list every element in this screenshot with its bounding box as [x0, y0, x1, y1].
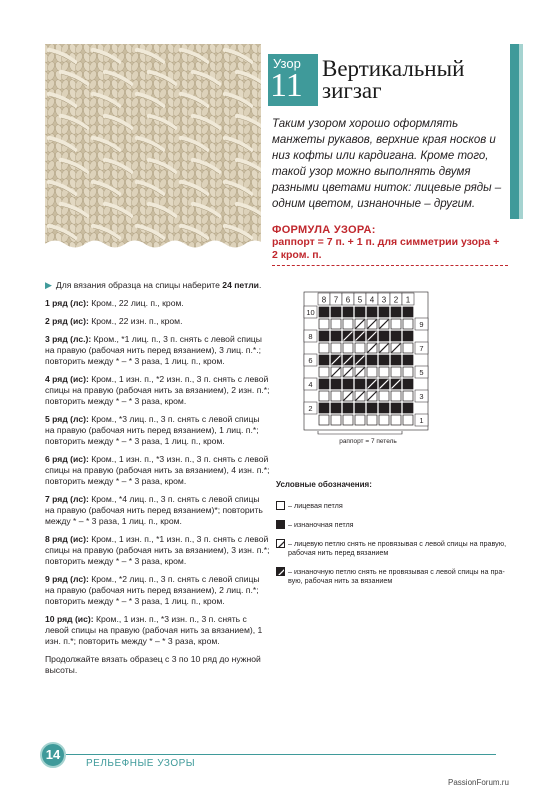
- row-number-left: 2: [308, 404, 313, 413]
- legend-item-slip-back: [276, 567, 512, 585]
- purl-stitch-symbol-icon: [276, 520, 285, 529]
- chart-cell: [319, 331, 329, 341]
- chart-cell: [391, 391, 401, 401]
- chart-cell: [319, 367, 329, 377]
- legend-text: – лицевую петлю снять не провязывая с левой спицы на правую, рабочая нить перед вязанием: [288, 539, 507, 557]
- chart-cell: [379, 331, 389, 341]
- chart-cell: [343, 319, 353, 329]
- rapport-bracket: [318, 431, 402, 434]
- row-number-left: 10: [306, 308, 315, 317]
- pattern-formula: [272, 224, 508, 266]
- rapport-label: раппорт = 7 петель: [339, 438, 397, 445]
- knit-sample-photo: [45, 44, 261, 254]
- row-text: Кром., 1 изн. п., *3 изн. п., 3 п. снять с левой спицы на правую (рабочая нить за вязанием), 4 изн. п.*; повторить между * – * 3 раза, кром.: [45, 454, 270, 486]
- slip-purl-symbol-icon: [276, 567, 285, 576]
- chart-cell: [403, 355, 413, 365]
- row-text: Кром., 1 изн. п., *2 изн. п., 3 п. снять с левой спицы на правую (рабочая нить за вязанием), 2 изн. п.*; повторить между * – * 3 раза, кром.: [45, 374, 270, 406]
- chart-cell: [367, 367, 377, 377]
- row-text: Кром., *2 лиц. п., 3 п. снять с левой спицы на правую (рабочая нить перед вязанием), 2 лиц. п.*; повторить между * – * 3 раза, 1 лиц. п., кром.: [45, 574, 260, 606]
- lead-end: .: [258, 280, 262, 290]
- row-label: 5 ряд (лс):: [45, 414, 89, 424]
- title-line-1: Вертикальный: [322, 56, 465, 81]
- column-number: 3: [381, 295, 387, 305]
- instruction-row: [45, 494, 270, 527]
- column-number: 4: [369, 295, 375, 305]
- chart-cell: [403, 391, 413, 401]
- chart-cell: [379, 391, 389, 401]
- chart-cell: [331, 307, 341, 317]
- legend-text: – изнаночная петля: [288, 520, 354, 529]
- chart-cell: [343, 403, 353, 413]
- chart-cell: [319, 343, 329, 353]
- intro-paragraph: Таким узором хорошо оформлять манжеты рукавов, верхние края носков и низ кофты или кардигана. Кроме того, такой узор можно выполнять двумя разными цветами ниток: лицевые ряды – одним цветом, изнаночные – другим.: [272, 118, 502, 210]
- rows-list: [45, 298, 270, 647]
- instruction-row: [45, 334, 270, 367]
- chart-cell: [379, 355, 389, 365]
- chart-cell: [331, 343, 341, 353]
- lead-stitch-count: 24 петли: [222, 280, 259, 290]
- legend-item-purl: [276, 520, 512, 529]
- chart-cell: [355, 403, 365, 413]
- row-number-left: 4: [308, 380, 313, 389]
- chart-cell: [391, 307, 401, 317]
- column-number: 1: [405, 295, 411, 305]
- pattern-word: Узор: [273, 56, 301, 71]
- row-label: 8 ряд (ис):: [45, 534, 89, 544]
- chart-cell: [319, 403, 329, 413]
- chart-cell: [391, 367, 401, 377]
- row-label: 6 ряд (ис):: [45, 454, 89, 464]
- row-number-right: 3: [419, 392, 424, 401]
- chart-cell: [343, 415, 353, 425]
- formula-body: раппорт = 7 п. + 1 п. для симметрии узора + 2 кром. п.: [272, 236, 500, 261]
- chart-cell: [355, 307, 365, 317]
- column-number: 6: [345, 295, 351, 305]
- chart-cell: [367, 415, 377, 425]
- formula-divider: [272, 265, 508, 266]
- chart-cell: [319, 415, 329, 425]
- row-label: 7 ряд (лс):: [45, 494, 89, 504]
- page-title: [322, 58, 512, 102]
- chart-cell: [391, 319, 401, 329]
- formula-heading: ФОРМУЛА УЗОРА:: [272, 224, 376, 236]
- legend-text: – изнаночную петлю снять не провязывая с левой спицы на пра- вую, рабочая нить за вязанием: [288, 567, 505, 585]
- chart-cell: [379, 367, 389, 377]
- chart-cell: [379, 415, 389, 425]
- legend: [276, 480, 512, 595]
- chart-cell: [391, 403, 401, 413]
- pattern-number-box: [268, 54, 318, 106]
- column-number: 7: [333, 295, 339, 305]
- row-text: Кром., 1 изн. п., *1 изн. п., 3 п. снять с левой спицы на правую (рабочая нить за вязанием), 3 изн. п.*; повторить между * – * 3 раза, кром.: [45, 534, 270, 566]
- instructions-lead: [45, 280, 270, 291]
- row-text: Кром., *4 лиц. п., 3 п. снять с левой спицы на правую (рабочая нить перед вязанием)*; повторить между * – * 3 раза, 1 лиц. п., кром.: [45, 494, 263, 526]
- chart-cell: [331, 379, 341, 389]
- chart-cell: [403, 379, 413, 389]
- triangle-bullet-icon: ▶: [45, 280, 52, 290]
- lead-text: Для вязания образца на спицы наберите: [55, 280, 223, 290]
- chart-cell: [355, 379, 365, 389]
- chart-cell: [403, 403, 413, 413]
- row-number-right: 7: [419, 344, 424, 353]
- chart-cell: [355, 415, 365, 425]
- chart-cell: [379, 403, 389, 413]
- chart-cell: [319, 379, 329, 389]
- row-label: 4 ряд (ис):: [45, 374, 89, 384]
- instruction-row: [45, 574, 270, 607]
- chart-cell: [367, 403, 377, 413]
- chart-cell: [403, 415, 413, 425]
- row-number-left: 8: [308, 332, 313, 341]
- footer-section-title: РЕЛЬЕФНЫЕ УЗОРЫ: [86, 758, 196, 769]
- row-text: Кром., 22 изн. п., кром.: [88, 316, 183, 326]
- chart-cell: [343, 307, 353, 317]
- chart-cell: [379, 307, 389, 317]
- row-text: Кром., 22 лиц. п., кром.: [88, 298, 184, 308]
- instruction-row: [45, 454, 270, 487]
- chart-cell: [331, 331, 341, 341]
- footer-divider: [66, 754, 496, 755]
- chart-cell: [367, 355, 377, 365]
- row-number-right: 1: [419, 416, 424, 425]
- chart-cell: [331, 319, 341, 329]
- instruction-row: [45, 374, 270, 407]
- row-label: 3 ряд (лс.):: [45, 334, 92, 344]
- chart-cell: [391, 355, 401, 365]
- row-number-left: 6: [308, 356, 313, 365]
- page-number: 14: [40, 742, 66, 768]
- pattern-number: 11: [270, 67, 303, 104]
- row-text: Кром., *1 лиц. п., 3 п. снять с левой спицы на правую (рабочая нить перед вязанием), 3 лиц. п.*.; повторить между * – * 3 раза, 1 лиц. п., кром.: [45, 334, 262, 366]
- legend-text: – лицевая петля: [288, 501, 343, 510]
- chart-cell: [367, 307, 377, 317]
- legend-item-slip-front: [276, 539, 512, 557]
- knit-stitch-symbol-icon: [276, 501, 285, 510]
- row-number-right: 5: [419, 368, 424, 377]
- chart-cell: [355, 343, 365, 353]
- chart-cell: [319, 307, 329, 317]
- row-label: 1 ряд (лс):: [45, 298, 89, 308]
- column-number: 2: [393, 295, 399, 305]
- instructions: [45, 280, 270, 683]
- chart-cell: [319, 319, 329, 329]
- row-text: Кром., 1 изн. п., *3 изн. п., 3 п. снять с левой спицы на правую (рабочая нить за вязанием), 1 изн. п.*; повторить между * – * 3 раза, кром.: [45, 614, 263, 646]
- title-line-2: зигзаг: [322, 78, 382, 103]
- legend-item-knit: [276, 501, 512, 510]
- watermark: PassionForum.ru: [448, 778, 509, 787]
- chart-cell: [343, 379, 353, 389]
- instruction-row: [45, 534, 270, 567]
- chart-cell: [403, 367, 413, 377]
- chart-cell: [331, 403, 341, 413]
- instruction-row: [45, 414, 270, 447]
- chart-cell: [403, 307, 413, 317]
- row-label: 9 ряд (лс):: [45, 574, 89, 584]
- chart-cell: [331, 391, 341, 401]
- instruction-row: [45, 614, 270, 647]
- slip-knit-symbol-icon: [276, 539, 285, 548]
- row-number-right: 9: [419, 320, 424, 329]
- chart-cell: [403, 331, 413, 341]
- chart-cell: [319, 355, 329, 365]
- knitting-chart: [302, 292, 462, 472]
- instruction-row: [45, 298, 270, 309]
- chart-cell: [343, 343, 353, 353]
- legend-title: Условные обозначения:: [276, 480, 372, 489]
- chart-cell: [331, 415, 341, 425]
- column-number: 5: [357, 295, 363, 305]
- column-number: 8: [321, 295, 327, 305]
- row-label: 10 ряд (ис):: [45, 614, 94, 624]
- row-text: Кром., *3 лиц. п., 3 п. снять с левой спицы на правую (рабочая нить перед вязанием), 1 лиц. п.*; повторить между * – * 3 раза, 1 лиц. п., кром.: [45, 414, 260, 446]
- chart-cell: [391, 415, 401, 425]
- instructions-closing: Продолжайте вязать образец с 3 по 10 ряд до нужной высоты.: [45, 654, 261, 675]
- instruction-row: [45, 316, 270, 327]
- chart-cell: [403, 319, 413, 329]
- chart-cell: [403, 343, 413, 353]
- row-label: 2 ряд (ис):: [45, 316, 89, 326]
- chart-cell: [391, 331, 401, 341]
- chart-cell: [319, 391, 329, 401]
